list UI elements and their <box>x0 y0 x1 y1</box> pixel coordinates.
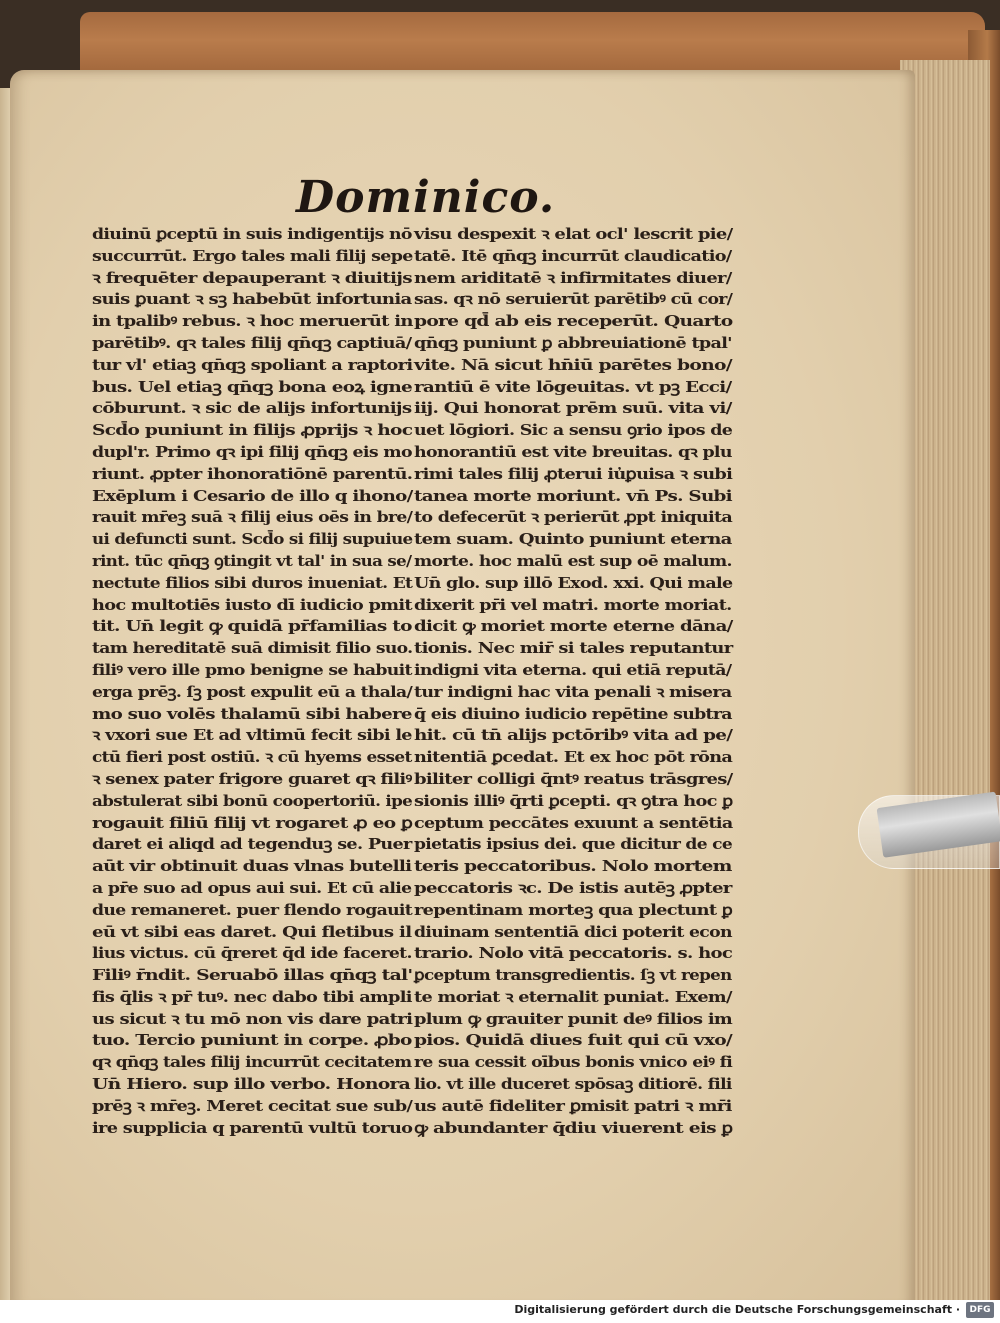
text-line: Exēplum i Cesario de illo q ihono/ <box>92 486 413 505</box>
text-line: qꝛ qn̄qꝫ tales filij incurrūt cecitatem <box>92 1053 412 1072</box>
right-text-column <box>414 224 732 1139</box>
text-line: pios. Quidā diues fuit qui cū vxo/ <box>414 1031 732 1050</box>
text-line: peccatoris ꝛc. De istis autēꝫ ꝓpter <box>414 878 732 897</box>
text-line: diuinam sententiā dici poterit econ <box>414 922 732 941</box>
funding-credit: Digitalisierung gefördert durch die Deutsche Forschungsgemeinschaft · <box>514 1303 960 1316</box>
text-line: te moriat ꝛ eternalit puniat. Exem/ <box>414 987 732 1006</box>
text-line: ꝛ frequēter depauperant ꝛ diuitijs <box>92 268 412 287</box>
text-line: rantiū ē vite lōgeuitas. vt pꝫ Ecci/ <box>414 377 732 396</box>
text-line: tuo. Tercio puniunt in corpe. ꝓbo <box>92 1031 412 1050</box>
text-line: tit. Un̄ legit ꝙ quidā pr̄familias to <box>92 617 412 636</box>
text-line: lius victus. cū q̄reret q̄d ide faceret. <box>92 944 412 963</box>
text-line: honorantiū est vite breuitas. qꝛ plu <box>414 442 732 461</box>
text-line: uet lōgiori. Sic a sensu ꝯrio ipos de <box>414 421 733 440</box>
text-line: hit. cū tn̄ alijs pctōribꝰ vita ad pe/ <box>414 726 733 745</box>
text-line: rint. tūc qn̄qꝫ ꝯtingit vt tal' in sua se/ <box>92 551 412 570</box>
text-line: aūt vir obtinuit duas vlnas butelli <box>92 857 412 876</box>
text-line: tur indigni hac vita penali ꝛ misera <box>414 682 732 701</box>
text-line: tem suam. Quinto puniunt eterna <box>414 530 732 549</box>
text-line: Filiꝰ r̄ndit. Seruabō illas qn̄qꝫ tal' <box>92 966 413 985</box>
text-line: lio. vt ille duceret spōsaꝫ ditiorē. fili <box>414 1075 732 1094</box>
text-line: nectute filios sibi duros inueniat. Et <box>92 573 413 592</box>
text-line: daret ei aliqd ad tegenduꝫ se. Puer <box>92 835 412 854</box>
text-line: suis ꝑuant ꝛ sꝫ habebūt infortunia <box>92 290 412 309</box>
text-line: morte. hoc malū est sup oē malum. <box>414 551 732 570</box>
text-line: pore qd̄ ab eis receperūt. Quarto <box>414 312 733 331</box>
text-line: Un̄ Hiero. sup illo verbo. Honora <box>92 1075 411 1094</box>
text-line: dicit ꝙ moriet morte eterne dāna/ <box>414 617 733 636</box>
dfg-logo: DFG <box>966 1302 994 1318</box>
text-line: Scd̄o puniunt in filijs ꝓprijs ꝛ hoc <box>92 421 413 440</box>
text-line: erga prēꝫ. ſꝫ post expulit eū a thala/ <box>92 682 413 701</box>
text-line: indigni vita eterna. qui etiā reputā/ <box>414 660 732 679</box>
text-line: ꝛ senex pater frigore guaret qꝛ filiꝰ <box>92 769 412 788</box>
text-line: parētibꝰ. qꝛ tales filij qn̄qꝫ captiuā/ <box>92 333 412 352</box>
text-line: hoc multotiēs iusto dī iudicio pmit <box>92 595 412 614</box>
text-line: eū vt sibi eas daret. Qui fletibus il <box>92 922 412 941</box>
text-line: ctū fieri post ostiū. ꝛ cū hyems esset <box>92 748 412 767</box>
text-line: in tpalibꝰ rebus. ꝛ hoc meruerūt in <box>92 312 413 331</box>
text-line: tionis. Nec mir̄ si tales reputantur <box>414 639 733 658</box>
text-line: tam hereditatē suā dimisit filio suo. <box>92 639 413 658</box>
text-line: prēꝫ ꝛ mr̄eꝫ. Meret cecitat sue sub/ <box>92 1096 413 1115</box>
text-line: nitentiā ꝑcedat. Et ex hoc pōt rōna <box>414 748 733 767</box>
text-line: qn̄qꝫ puniunt ꝑ abbreuiationē tpal' <box>414 333 732 352</box>
text-line: nem ariditatē ꝛ infirmitates diuer/ <box>414 268 732 287</box>
text-line: tatē. Itē qn̄qꝫ incurrūt claudicatio/ <box>414 246 732 265</box>
text-line: trario. Nolo vitā peccatoris. s. hoc <box>414 944 733 963</box>
text-line: Un̄ glo. sup illō Exod. xxi. Qui male <box>414 573 733 592</box>
text-line: tanea morte moriunt. vn̄ Ps. Subi <box>414 486 732 505</box>
text-line: abstulerat sibi bonū coopertoriū. ipe <box>92 791 413 810</box>
text-line: sas. qꝛ nō seruierūt parētibꝰ cū cor/ <box>414 290 733 309</box>
page-heading: Dominico. <box>296 172 556 223</box>
text-line: biliter colligi q̄ntꝰ reatus trāsgres/ <box>414 769 733 788</box>
text-line: rauit mr̄eꝫ suā ꝛ filij eius oēs in bre/ <box>92 508 413 527</box>
text-line: re sua cessit oībus bonis vnico eiꝰ fi <box>414 1053 733 1072</box>
left-text-column <box>92 224 412 1139</box>
text-line: ceptum peccātes exuunt a sentētia <box>414 813 733 832</box>
text-line: bus. Uel etiaꝫ qn̄qꝫ bona eoꝝ igne <box>92 377 413 396</box>
text-line: visu despexit ꝛ elat ocl' lescrit pie/ <box>414 225 733 243</box>
text-line: teris peccatoribus. Nolo mortem <box>414 857 732 876</box>
text-line: dupl'r. Primo qꝛ ipi filij qn̄qꝫ eis mo <box>92 442 412 461</box>
text-line: ꝑceptum transgredientis. ſꝫ vt repen <box>414 966 732 985</box>
text-line: us sicut ꝛ tu mō non vis dare patri <box>92 1009 413 1028</box>
text-line: pietatis ipsius dei. que dicitur de ce <box>414 835 733 854</box>
text-line: ꝙ abundanter q̄diu viuerent eis ꝑ <box>414 1118 733 1137</box>
text-line: us autē fideliter ꝑmisit patri ꝛ mr̄i <box>414 1096 732 1115</box>
text-line: mo suo volēs thalamū sibi habere <box>92 704 412 723</box>
text-line: rogauit filiū filij vt rogaret ꝓ eo ꝑ <box>92 813 413 832</box>
text-line: a pr̄e suo ad opus aui sui. Et cū alie <box>92 878 412 897</box>
text-line: dixerit pr̄i vel matri. morte moriat. <box>414 595 732 614</box>
text-line: ire supplicia q parentū vultū toruo <box>92 1118 413 1137</box>
text-line: plum ꝙ grauiter punit deꝰ filios im <box>414 1009 733 1028</box>
text-line: ui defuncti sunt. Scd̄o si filij supuiue <box>92 530 413 549</box>
text-line: vite. Nā sicut hn̄iū parētes bono/ <box>414 355 732 374</box>
text-line: ꝛ vxori sue Et ad vltimū fecit sibi le <box>92 726 412 745</box>
text-line: repentinam morteꝫ qua plectunt ꝑ <box>414 900 733 919</box>
text-line: tur vl' etiaꝫ qn̄qꝫ spoliant a raptori <box>92 355 413 374</box>
text-line: riunt. ꝓpter ihonoratiōnē parentū. <box>92 464 413 483</box>
text-line: due remaneret. puer flendo rogauit <box>92 900 413 919</box>
text-line: succurrūt. Ergo tales mali filij sepe <box>92 246 413 265</box>
text-line: cōburunt. ꝛ sic de alijs infortunijs <box>92 399 412 418</box>
text-line: sionis illiꝰ q̄rti ꝑcepti. qꝛ ꝯtra hoc ꝑ <box>414 791 733 810</box>
text-line: rimi tales filij ꝓterui iu̓ꝑuisa ꝛ subi <box>414 464 733 483</box>
text-line: fis q̄lis ꝛ pr̄ tuꝰ. nec dabo tibi ampli <box>92 987 412 1006</box>
text-line: filiꝰ vero ille pmo benigne se habuit <box>92 660 412 679</box>
text-line: iij. Qui honorat prēm suū. vita vi/ <box>414 399 732 418</box>
text-line: diuinū ꝑceptū in suis indigentijs nō <box>92 225 412 243</box>
text-line: q̄ eis diuino iudicio repētine subtra <box>414 704 732 723</box>
text-line: to defecerūt ꝛ perierūt ꝓpt iniquita <box>414 508 733 527</box>
